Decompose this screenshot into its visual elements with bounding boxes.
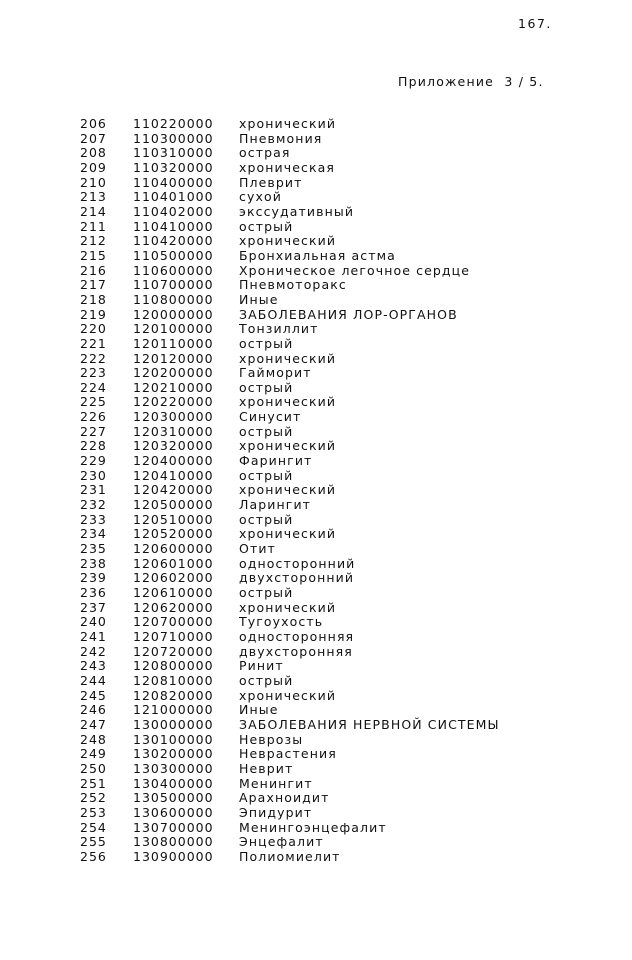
row-number: 207 bbox=[80, 130, 107, 146]
row-name: хронический bbox=[239, 394, 337, 410]
row-name: Хроническое легочное сердце bbox=[239, 262, 471, 278]
row-number: 217 bbox=[80, 277, 107, 293]
row-number: 218 bbox=[80, 291, 107, 307]
row-number: 229 bbox=[80, 453, 107, 469]
row-number: 240 bbox=[80, 614, 107, 630]
row-name: сухой bbox=[239, 189, 282, 205]
table-row bbox=[0, 542, 632, 557]
row-name: острый bbox=[239, 467, 294, 483]
row-name: Менингоэнцефалит bbox=[239, 819, 387, 835]
row-name: хронический bbox=[239, 350, 337, 366]
row-name: острый bbox=[239, 511, 294, 527]
row-name: односторонний bbox=[239, 555, 356, 571]
row-code: 120000000 bbox=[133, 306, 214, 322]
row-name: Пневмоторакс bbox=[239, 277, 347, 293]
page-number: 167. bbox=[518, 16, 552, 31]
row-number: 234 bbox=[80, 526, 107, 542]
row-code: 120200000 bbox=[133, 365, 214, 381]
table-row bbox=[0, 117, 632, 132]
table-row bbox=[0, 850, 632, 865]
row-number: 222 bbox=[80, 350, 107, 366]
table-row bbox=[0, 821, 632, 836]
table-row bbox=[0, 645, 632, 660]
row-name: двухсторонняя bbox=[239, 643, 353, 659]
table-row bbox=[0, 395, 632, 410]
row-name: Энцефалит bbox=[239, 834, 324, 850]
row-name: острый bbox=[239, 585, 294, 600]
row-code: 120410000 bbox=[133, 467, 214, 483]
table-row bbox=[0, 264, 632, 279]
table-row bbox=[0, 234, 632, 249]
table-row bbox=[0, 513, 632, 528]
table-row bbox=[0, 469, 632, 484]
table-row bbox=[0, 132, 632, 147]
row-number: 250 bbox=[80, 760, 107, 776]
row-name: Ринит bbox=[239, 658, 284, 674]
row-name: Синусит bbox=[239, 409, 302, 425]
row-name: Неврит bbox=[239, 760, 294, 776]
row-number: 242 bbox=[80, 643, 107, 659]
table-row bbox=[0, 498, 632, 513]
row-code: 120400000 bbox=[133, 453, 214, 469]
table-row bbox=[0, 601, 632, 616]
row-number: 249 bbox=[80, 746, 107, 762]
table-row bbox=[0, 366, 632, 381]
table-row bbox=[0, 425, 632, 440]
row-number: 235 bbox=[80, 541, 107, 557]
row-name: односторонняя bbox=[239, 628, 355, 644]
row-code: 130500000 bbox=[133, 790, 214, 806]
row-name: Неврастения bbox=[239, 746, 337, 762]
row-name: хронический bbox=[239, 599, 337, 615]
table-row bbox=[0, 278, 632, 293]
row-name: ЗАБОЛЕВАНИЯ ЛОР-ОРГАНОВ bbox=[239, 306, 458, 322]
row-name: острая bbox=[239, 145, 291, 161]
table-row bbox=[0, 674, 632, 689]
row-number: 232 bbox=[80, 497, 107, 513]
row-number: 220 bbox=[80, 321, 107, 337]
table-row bbox=[0, 322, 632, 337]
row-code: 120820000 bbox=[133, 687, 214, 703]
row-name: Полиомиелит bbox=[239, 848, 341, 864]
row-number: 256 bbox=[80, 848, 107, 864]
table-row bbox=[0, 337, 632, 352]
row-name: Эпидурит bbox=[239, 804, 313, 820]
row-number: 216 bbox=[80, 262, 107, 278]
row-name: двухсторонний bbox=[239, 570, 355, 586]
row-name: Тугоухость bbox=[239, 614, 324, 630]
table-row bbox=[0, 220, 632, 235]
table-row bbox=[0, 410, 632, 425]
row-number: 233 bbox=[80, 511, 107, 527]
row-number: 212 bbox=[80, 233, 107, 249]
row-number: 254 bbox=[80, 819, 107, 835]
row-code: 120500000 bbox=[133, 497, 214, 513]
row-code: 120320000 bbox=[133, 438, 214, 454]
row-code: 120720000 bbox=[133, 643, 214, 659]
table-row bbox=[0, 586, 632, 601]
row-code: 120800000 bbox=[133, 658, 214, 674]
table-row bbox=[0, 762, 632, 777]
table-row bbox=[0, 439, 632, 454]
row-name: хроническая bbox=[239, 159, 336, 175]
row-code: 130700000 bbox=[133, 819, 214, 835]
table-row bbox=[0, 293, 632, 308]
row-code: 130100000 bbox=[133, 731, 214, 747]
row-number: 213 bbox=[80, 189, 107, 205]
row-name: хронический bbox=[239, 116, 337, 131]
table-row bbox=[0, 176, 632, 191]
table-row bbox=[0, 718, 632, 733]
table-row bbox=[0, 146, 632, 161]
row-number: 243 bbox=[80, 658, 107, 674]
row-name: экссудативный bbox=[239, 203, 355, 219]
row-code: 110300000 bbox=[133, 130, 214, 146]
row-code: 110220000 bbox=[133, 116, 214, 131]
row-number: 224 bbox=[80, 379, 107, 395]
row-code: 120510000 bbox=[133, 511, 214, 527]
row-number: 230 bbox=[80, 467, 107, 483]
row-number: 255 bbox=[80, 834, 107, 850]
row-code: 120300000 bbox=[133, 409, 214, 425]
row-name: Арахноидит bbox=[239, 790, 330, 806]
row-code: 110402000 bbox=[133, 203, 214, 219]
row-name: Тонзиллит bbox=[239, 321, 319, 337]
row-number: 211 bbox=[80, 218, 107, 234]
row-code: 120210000 bbox=[133, 379, 214, 395]
row-number: 248 bbox=[80, 731, 107, 747]
table-row bbox=[0, 615, 632, 630]
row-number: 214 bbox=[80, 203, 107, 219]
row-code: 120810000 bbox=[133, 672, 214, 688]
row-code: 110500000 bbox=[133, 247, 214, 263]
row-code: 110410000 bbox=[133, 218, 214, 234]
row-code: 120620000 bbox=[133, 599, 214, 615]
code-table bbox=[0, 117, 632, 864]
row-code: 120710000 bbox=[133, 628, 214, 644]
appendix-label: Приложение 3 / 5. bbox=[398, 74, 544, 89]
row-number: 206 bbox=[80, 116, 107, 131]
table-row bbox=[0, 703, 632, 718]
row-code: 110600000 bbox=[133, 262, 214, 278]
row-name: острый bbox=[239, 423, 294, 439]
table-row bbox=[0, 571, 632, 586]
row-code: 110401000 bbox=[133, 189, 214, 205]
row-number: 226 bbox=[80, 409, 107, 425]
row-name: Неврозы bbox=[239, 731, 304, 747]
row-number: 209 bbox=[80, 159, 107, 175]
row-number: 208 bbox=[80, 145, 107, 161]
row-name: Фарингит bbox=[239, 453, 313, 469]
table-row bbox=[0, 806, 632, 821]
row-code: 130900000 bbox=[133, 848, 214, 864]
row-number: 247 bbox=[80, 716, 107, 732]
row-code: 130400000 bbox=[133, 775, 214, 791]
row-name: Иные bbox=[239, 702, 279, 718]
table-row bbox=[0, 630, 632, 645]
table-row bbox=[0, 733, 632, 748]
row-code: 120220000 bbox=[133, 394, 214, 410]
table-row bbox=[0, 791, 632, 806]
row-name: хронический bbox=[239, 482, 337, 498]
row-name: острый bbox=[239, 335, 294, 351]
row-number: 236 bbox=[80, 585, 107, 600]
table-row bbox=[0, 352, 632, 367]
row-number: 228 bbox=[80, 438, 107, 454]
row-code: 130000000 bbox=[133, 716, 214, 732]
row-number: 246 bbox=[80, 702, 107, 718]
row-number: 225 bbox=[80, 394, 107, 410]
table-row bbox=[0, 659, 632, 674]
table-row bbox=[0, 190, 632, 205]
row-number: 223 bbox=[80, 365, 107, 381]
row-code: 130300000 bbox=[133, 760, 214, 776]
table-row bbox=[0, 483, 632, 498]
row-name: Иные bbox=[239, 291, 279, 307]
row-code: 130800000 bbox=[133, 834, 214, 850]
row-code: 121000000 bbox=[133, 702, 214, 718]
row-code: 120600000 bbox=[133, 541, 214, 557]
table-row bbox=[0, 747, 632, 762]
table-row bbox=[0, 308, 632, 323]
row-code: 110420000 bbox=[133, 233, 214, 249]
row-number: 221 bbox=[80, 335, 107, 351]
row-code: 120110000 bbox=[133, 335, 214, 351]
row-name: Плеврит bbox=[239, 174, 303, 190]
row-name: Менингит bbox=[239, 775, 313, 791]
row-name: хронический bbox=[239, 438, 337, 454]
row-number: 241 bbox=[80, 628, 107, 644]
row-number: 239 bbox=[80, 570, 107, 586]
row-name: хронический bbox=[239, 526, 337, 542]
row-code: 120700000 bbox=[133, 614, 214, 630]
row-code: 120120000 bbox=[133, 350, 214, 366]
row-name: хронический bbox=[239, 687, 337, 703]
row-name: Отит bbox=[239, 541, 276, 557]
table-row bbox=[0, 249, 632, 264]
row-name: острый bbox=[239, 379, 294, 395]
table-row bbox=[0, 527, 632, 542]
row-name: Гайморит bbox=[239, 365, 312, 381]
row-number: 251 bbox=[80, 775, 107, 791]
row-number: 238 bbox=[80, 555, 107, 571]
table-row bbox=[0, 835, 632, 850]
row-code: 120310000 bbox=[133, 423, 214, 439]
row-code: 120601000 bbox=[133, 555, 214, 571]
row-code: 120610000 bbox=[133, 585, 214, 600]
row-code: 110320000 bbox=[133, 159, 214, 175]
row-number: 210 bbox=[80, 174, 107, 190]
row-number: 252 bbox=[80, 790, 107, 806]
table-row bbox=[0, 161, 632, 176]
row-number: 244 bbox=[80, 672, 107, 688]
row-name: ЗАБОЛЕВАНИЯ НЕРВНОЙ СИСТЕМЫ bbox=[239, 716, 500, 732]
row-number: 253 bbox=[80, 804, 107, 820]
row-name: хронический bbox=[239, 233, 337, 249]
row-name: Пневмония bbox=[239, 130, 323, 146]
row-number: 245 bbox=[80, 687, 107, 703]
row-number: 237 bbox=[80, 599, 107, 615]
table-row bbox=[0, 689, 632, 704]
row-code: 110700000 bbox=[133, 277, 214, 293]
row-code: 120520000 bbox=[133, 526, 214, 542]
table-row bbox=[0, 381, 632, 396]
row-code: 120602000 bbox=[133, 570, 214, 586]
row-code: 130200000 bbox=[133, 746, 214, 762]
row-code: 110310000 bbox=[133, 145, 214, 161]
row-code: 120420000 bbox=[133, 482, 214, 498]
row-name: острый bbox=[239, 672, 294, 688]
row-number: 227 bbox=[80, 423, 107, 439]
table-row bbox=[0, 557, 632, 572]
table-row bbox=[0, 454, 632, 469]
row-code: 110800000 bbox=[133, 291, 214, 307]
table-row bbox=[0, 205, 632, 220]
row-name: Ларингит bbox=[239, 497, 312, 513]
row-code: 120100000 bbox=[133, 321, 214, 337]
row-number: 231 bbox=[80, 482, 107, 498]
row-name: острый bbox=[239, 218, 294, 234]
row-number: 219 bbox=[80, 306, 107, 322]
table-row bbox=[0, 777, 632, 792]
row-code: 110400000 bbox=[133, 174, 214, 190]
row-code: 130600000 bbox=[133, 804, 214, 820]
row-name: Бронхиальная астма bbox=[239, 247, 396, 263]
row-number: 215 bbox=[80, 247, 107, 263]
